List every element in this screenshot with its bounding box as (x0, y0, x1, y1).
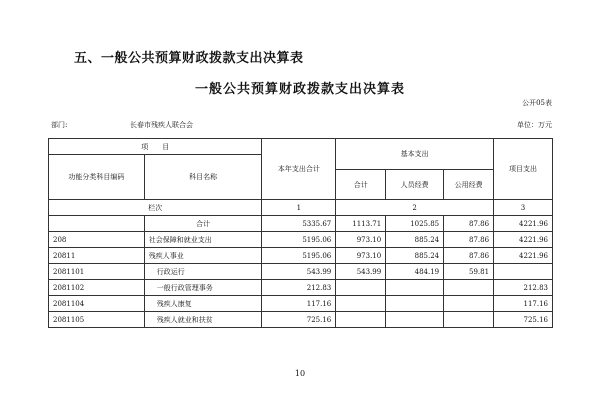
header-basic-total: 合计 (336, 170, 386, 200)
row-code: 2081101 (49, 264, 145, 280)
row-code (49, 216, 145, 232)
column-index-label: 栏次 (49, 200, 262, 216)
table-row (49, 312, 553, 328)
row-project (494, 264, 553, 280)
row-personnel (386, 312, 444, 328)
row-total: 212.83 (262, 280, 336, 296)
row-name: 残疾人就业和扶贫 (144, 312, 262, 328)
row-name: 残疾人康复 (144, 296, 262, 312)
row-public (444, 280, 494, 296)
row-basic-total: 973.10 (336, 232, 386, 248)
row-personnel (386, 280, 444, 296)
row-personnel: 885.24 (386, 248, 444, 264)
department-name: 长春市残疾人联合会 (130, 121, 193, 129)
row-code: 2081102 (49, 280, 145, 296)
row-name: 残疾人事业 (144, 248, 262, 264)
row-project: 4221.96 (494, 232, 553, 248)
table-row (49, 280, 553, 296)
header-public-funds: 公用经费 (444, 170, 494, 200)
row-basic-total: 1113.71 (336, 216, 386, 232)
page-number: 10 (294, 369, 306, 378)
row-basic-total (336, 280, 386, 296)
row-personnel: 885.24 (386, 232, 444, 248)
row-total: 5195.06 (262, 232, 336, 248)
header-project: 项 目 (49, 139, 262, 155)
table-row (49, 216, 553, 232)
row-total: 543.99 (262, 264, 336, 280)
row-project: 4221.96 (494, 216, 553, 232)
row-public (444, 296, 494, 312)
row-project: 117.16 (494, 296, 553, 312)
row-basic-total: 543.99 (336, 264, 386, 280)
row-code: 20811 (49, 248, 145, 264)
row-total: 117.16 (262, 296, 336, 312)
header-basic: 基本支出 (336, 139, 494, 170)
row-name: 一般行政管理事务 (144, 280, 262, 296)
header-personnel: 人员经费 (386, 170, 444, 200)
row-personnel: 484.19 (386, 264, 444, 280)
row-basic-total: 973.10 (336, 248, 386, 264)
row-personnel (386, 296, 444, 312)
header-func-code: 功能分类科目编码 (49, 155, 145, 200)
row-public (444, 312, 494, 328)
row-project: 4221.96 (494, 248, 553, 264)
table-row (49, 264, 553, 280)
table-title: 一般公共预算财政拨款支出决算表 (194, 82, 405, 97)
row-public: 87.86 (444, 248, 494, 264)
row-total: 725.16 (262, 312, 336, 328)
header-total: 本年支出合计 (262, 139, 336, 200)
budget-table (48, 138, 553, 328)
row-public: 87.86 (444, 232, 494, 248)
row-code: 208 (49, 232, 145, 248)
header-project-expense: 项目支出 (494, 139, 553, 200)
row-public: 87.86 (444, 216, 494, 232)
table-row (49, 232, 553, 248)
unit-label: 单位：万元 (517, 121, 552, 129)
column-index-row (49, 200, 553, 216)
header-subject-name: 科目名称 (144, 155, 262, 200)
row-name: 社会保障和就业支出 (144, 232, 262, 248)
row-name: 行政运行 (144, 264, 262, 280)
column-index-1: 1 (262, 200, 336, 216)
section-heading: 五、一般公共预算财政拨款支出决算表 (74, 51, 304, 66)
row-basic-total (336, 296, 386, 312)
row-total: 5335.67 (262, 216, 336, 232)
row-total: 5195.06 (262, 248, 336, 264)
row-personnel: 1025.85 (386, 216, 444, 232)
row-project: 725.16 (494, 312, 553, 328)
row-project: 212.83 (494, 280, 553, 296)
row-code: 2081105 (49, 312, 145, 328)
department-label: 部门: (51, 121, 68, 129)
row-code: 2081104 (49, 296, 145, 312)
row-name: 合计 (144, 216, 262, 232)
row-public: 59.81 (444, 264, 494, 280)
column-index-2: 2 (336, 200, 494, 216)
table-row (49, 248, 553, 264)
column-index-3: 3 (494, 200, 553, 216)
form-code: 公开05表 (522, 99, 552, 107)
row-basic-total (336, 312, 386, 328)
table-row (49, 296, 553, 312)
